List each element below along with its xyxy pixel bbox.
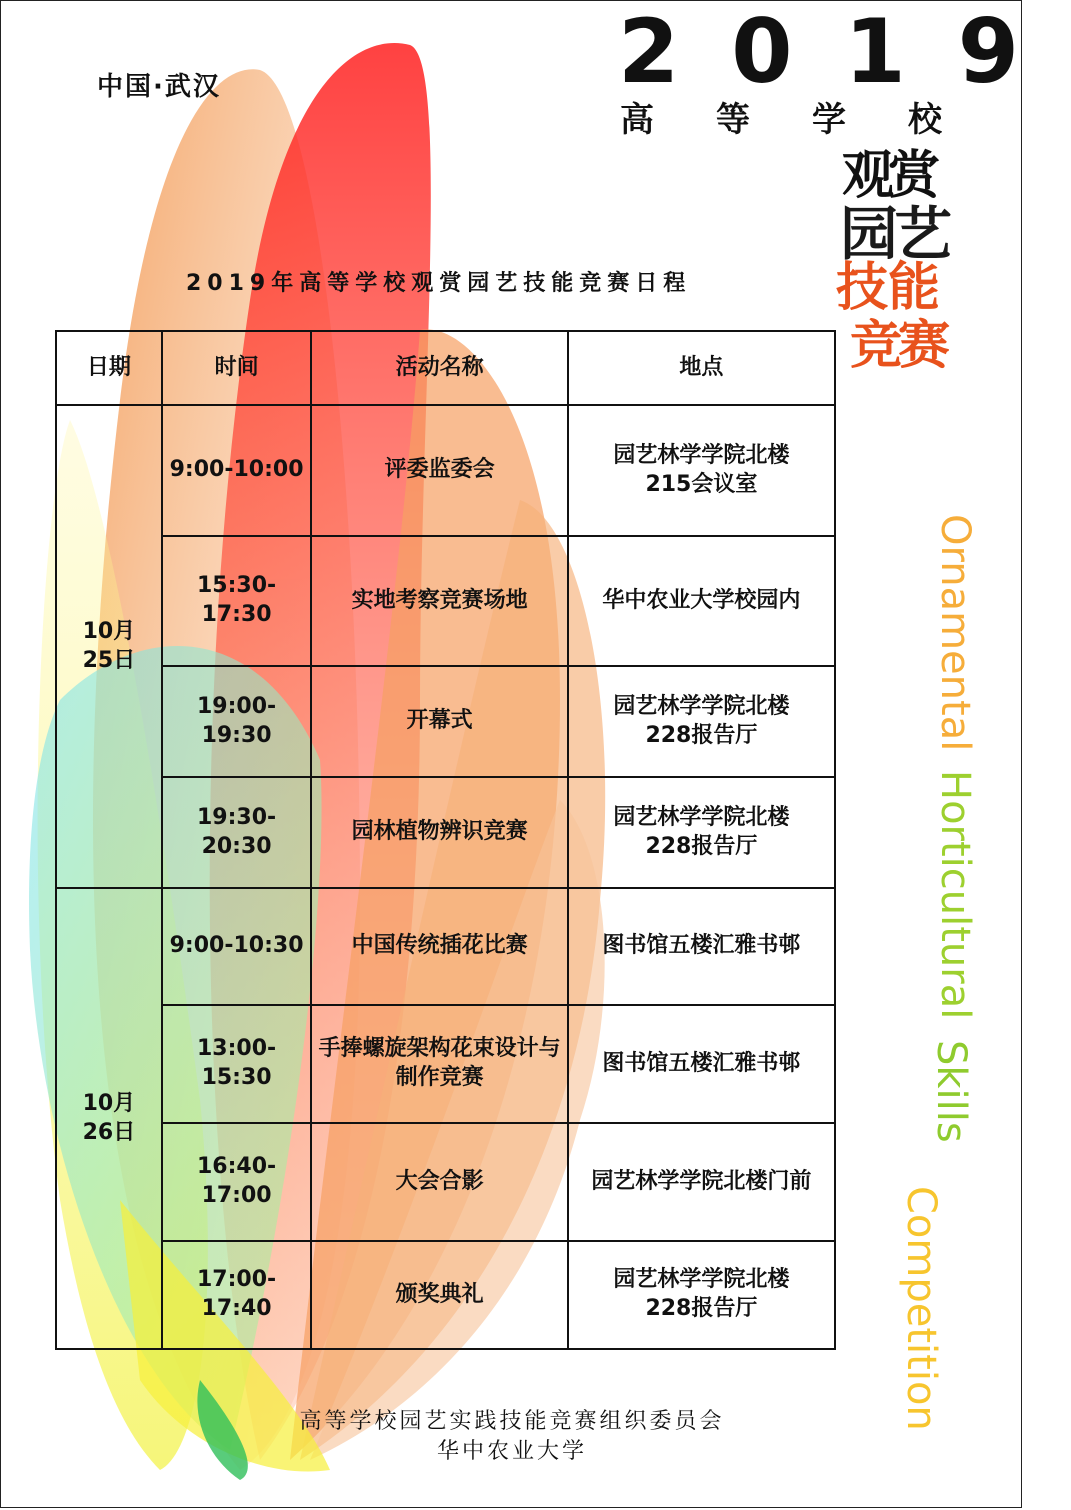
- logo-line-1: 观赏: [842, 145, 935, 206]
- date-cell: 10月 26日: [56, 888, 162, 1349]
- header-time: 时间: [162, 331, 312, 405]
- time-cell: 9:00-10:00: [162, 405, 312, 536]
- header-date: 日期: [56, 331, 162, 405]
- header-activity: 活动名称: [311, 331, 567, 405]
- english-title-word-1: Ornamental: [932, 514, 978, 752]
- location-cell: 华中农业大学校园内: [568, 536, 835, 666]
- table-row: [56, 1005, 835, 1123]
- school-heading: 高等学校: [620, 100, 1004, 140]
- activity-cell: 手捧螺旋架构花束设计与制作竞赛: [311, 1005, 567, 1123]
- time-cell: 15:30- 17:30: [162, 536, 312, 666]
- time-cell: 9:00-10:30: [162, 888, 312, 1005]
- schedule-table: [55, 330, 836, 1350]
- time-cell: 17:00- 17:40: [162, 1241, 312, 1349]
- table-row: [56, 536, 835, 666]
- location-cell: 园艺林学学院北楼门前: [568, 1123, 835, 1241]
- table-row: [56, 888, 835, 1005]
- time-cell: 19:00- 19:30: [162, 666, 312, 777]
- location-cell: 图书馆五楼汇雅书邨: [568, 1005, 835, 1123]
- time-cell: 16:40- 17:00: [162, 1123, 312, 1241]
- logo-line-3: 竞赛: [850, 315, 947, 376]
- english-title-word-2: Horticultural: [932, 770, 978, 1020]
- table-header-row: [56, 331, 835, 405]
- header-location: 地点: [568, 331, 835, 405]
- location-cell: 园艺林学学院北楼 228报告厅: [568, 777, 835, 888]
- time-cell: 13:00- 15:30: [162, 1005, 312, 1123]
- year-heading: 2019: [618, 0, 1071, 103]
- location-cell: 园艺林学学院北楼 228报告厅: [568, 1241, 835, 1349]
- location-cell: 园艺林学学院北楼 215会议室: [568, 405, 835, 536]
- footer-organizer: 高等学校园艺实践技能竞赛组织委员会: [299, 1409, 725, 1434]
- english-title-word-3: Skills: [928, 1040, 974, 1143]
- schedule-body: [56, 405, 835, 1349]
- table-row: [56, 777, 835, 888]
- schedule-title: 2019年高等学校观赏园艺技能竞赛日程: [186, 271, 692, 296]
- activity-cell: 评委监委会: [311, 405, 567, 536]
- activity-cell: 大会合影: [311, 1123, 567, 1241]
- date-cell: 10月 25日: [56, 405, 162, 888]
- activity-cell: 中国传统插花比赛: [311, 888, 567, 1005]
- table-row: [56, 1123, 835, 1241]
- location-label: 中国·武汉: [97, 72, 221, 102]
- table-row: [56, 405, 835, 536]
- english-title-word-4: Competition: [898, 1186, 944, 1431]
- logo-line-1b: 园艺: [840, 200, 949, 268]
- footer-host: 华中农业大学: [436, 1439, 587, 1464]
- logo-line-2: 技能: [836, 257, 941, 318]
- table-row: [56, 1241, 835, 1349]
- location-cell: 图书馆五楼汇雅书邨: [568, 888, 835, 1005]
- activity-cell: 园林植物辨识竞赛: [311, 777, 567, 888]
- activity-cell: 颁奖典礼: [311, 1241, 567, 1349]
- activity-cell: 开幕式: [311, 666, 567, 777]
- time-cell: 19:30- 20:30: [162, 777, 312, 888]
- table-row: [56, 666, 835, 777]
- activity-cell: 实地考察竞赛场地: [311, 536, 567, 666]
- location-cell: 园艺林学学院北楼 228报告厅: [568, 666, 835, 777]
